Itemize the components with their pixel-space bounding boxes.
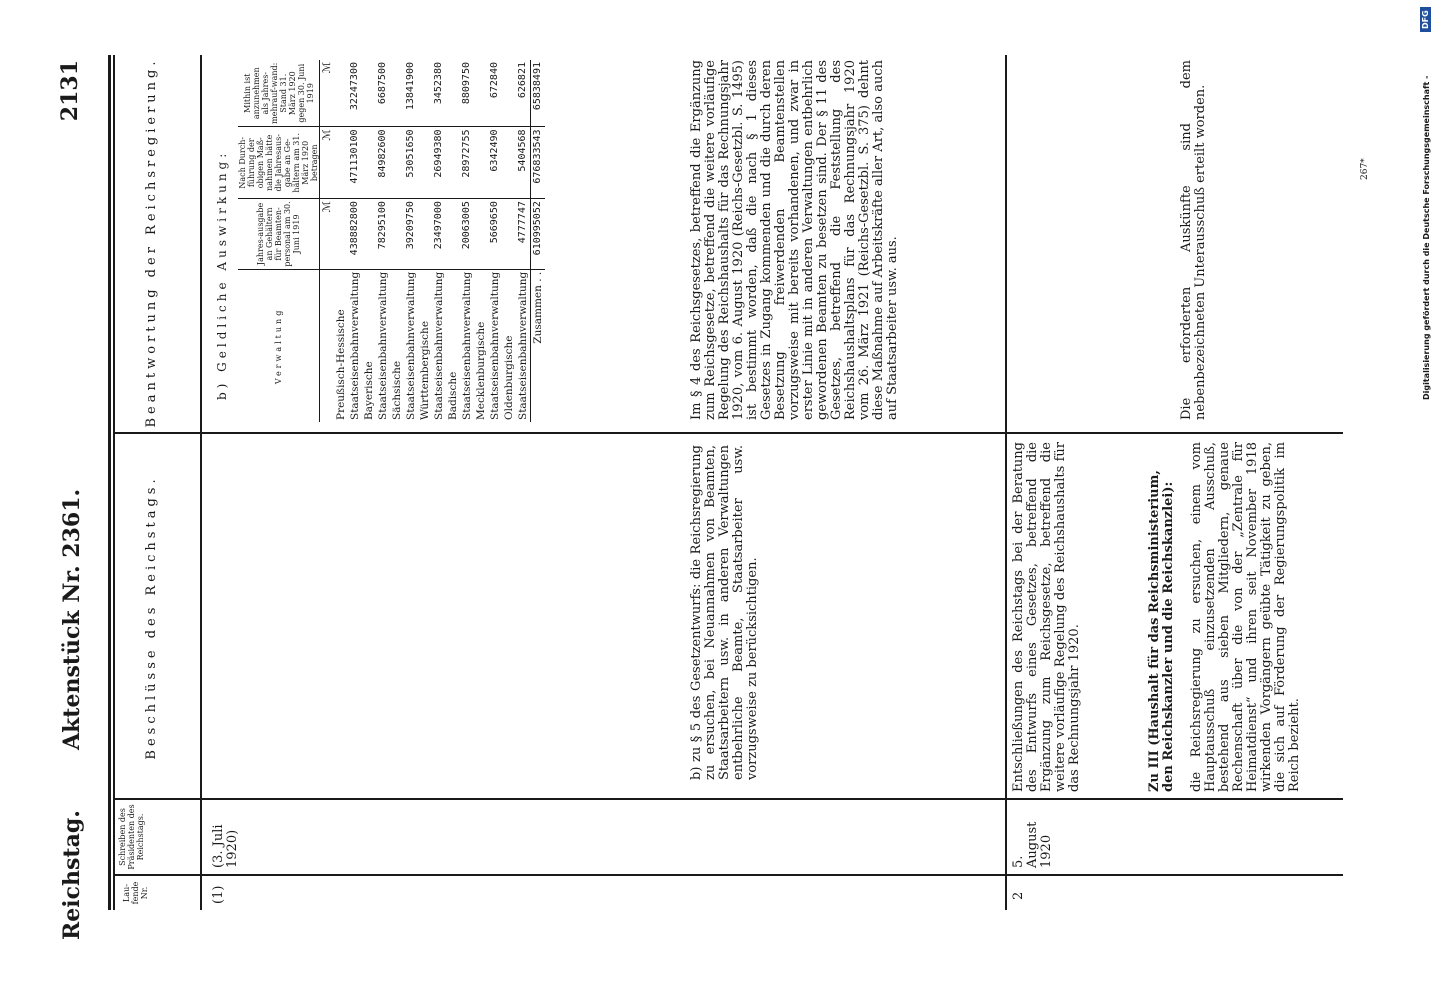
header-left: Reichstag.: [59, 810, 85, 940]
cell-c: 8809750: [446, 60, 474, 127]
unit-0: [320, 269, 335, 422]
unit-1: ℳ: [320, 199, 335, 270]
column-header-rule: [200, 55, 202, 910]
cell-c: 626821: [502, 60, 531, 127]
cell-b: 471130100: [334, 127, 362, 199]
header-rule-2: [113, 55, 115, 910]
row1-antwort: Im § 4 des Reichsgesetzes, betreffend die Ergänzung zum Reichsgesetze, betreffend die weitere vorläufige Regelung des Reichshaushalts für das Rechnungsjahr 1920, vom 6. August 1920 (Reichs-Gesetzbl. S. 1495) ist bestimmt worden, daß die nach § 1 dieses Gesetzes in Zugang kommenden und die durch deren Besetzung freiwerdenden Beamtenstellen vorzugsweise mit bereits vorhandenen, und zwar in erster Linie mit in anderen Verwaltungen entbehrlich gewordenen Beamten zu besetzen sind. Der § 11 des Gesetzes, betreffend die Feststellung des Reichshaushaltsplans für das Rechnungsjahr 1920 vom 26. März 1921 (Reichs-Gesetzbl. S. 375) dehnt diese Maßnahme auf Arbeitskräfte aller Art, also auch auf Staatsarbeiter usw. aus.: [689, 60, 900, 420]
page-number: 2131: [57, 60, 83, 122]
row2-beschluss-body: die Reichsregierung zu ersuchen, einem vom Hauptausschuß einzusetzenden Ausschuß, bestehend aus sieben Mitgliedern, genaue Rechenschaft über die von der „Zentrale für Heimatdienst“ und ihren seit November 1918 wirkenden Vorgängern geübte Tätigkeit zu geben, die sich auf Förderung der Regierungspolitik im Reich bezieht.: [1189, 442, 1302, 792]
table-row: [390, 60, 418, 422]
cell-c: 6687500: [362, 60, 390, 127]
row2-beschluss-intro: Entschließungen des Reichstags bei der Beratung des Entwurfs eines Gesetzes, betreffend die Ergänzung zum Reichsgesetze, betreffend die weitere vorläufige Regelung des Reichshaushalts für das Rechnungsjahr 1920.: [1011, 442, 1082, 792]
total-c: 65838491: [531, 60, 546, 127]
cell-a: 438882800: [334, 199, 362, 270]
table-row: [502, 60, 531, 422]
th-verwaltung: Verwaltung: [238, 269, 320, 422]
total-label: Zusammen . .: [531, 269, 546, 422]
dfg-badge: DFG: [1420, 7, 1431, 32]
table-row: [474, 60, 502, 422]
signature-mark: 267*: [1360, 158, 1370, 180]
cell-b: 53051650: [390, 127, 418, 199]
row-name: Preußisch-Hessische Staatseisenbahnverwaltung: [335, 271, 361, 420]
th-mehraufwand: Mithin ist anzunehmen als Jahres-mehrauf-wand: Stand 31. März 1920 gegen 30. Juni 1919: [238, 60, 320, 127]
cell-a: 39209750: [390, 199, 418, 270]
table-row: [446, 60, 474, 422]
row-name: Bayerische Staatseisenbahnverwaltung: [363, 271, 389, 420]
side-attribution-rotated: [1418, 0, 1434, 1000]
table-row: [362, 60, 390, 422]
col-beantwortung: Beantwortung der Reichsregierung.: [144, 57, 159, 428]
cell-b: 26949380: [418, 127, 446, 199]
header-rule: [108, 55, 111, 910]
total-b: 676833543: [531, 127, 546, 199]
auswirkung-table-wrap: [238, 60, 545, 422]
row2-date: 5. August 1920: [1011, 821, 1054, 868]
cell-c: 672840: [474, 60, 502, 127]
cell-c: 3452380: [418, 60, 446, 127]
side-note: Digitalisierung gefördert durch die Deutsche Forschungsgemeinschaft -: [1422, 75, 1431, 400]
col-beschluesse: Beschlüsse des Reichstags.: [144, 475, 159, 760]
cell-a: 78295100: [362, 199, 390, 270]
th-jahresausgabe: Jahres-ausgabe an Gehältern für Beamten-personal am 30. Juni 1919: [238, 199, 320, 270]
th-nach-durchfuehrung: Nach Durch-führung der obigen Maß-nahmen hätte die Jahresaus-gabe an Ge-hältern am 31. März 1920 betragen: [238, 127, 320, 199]
row-name: Sächsische Staatseisenbahnverwaltung: [391, 271, 417, 420]
side-attribution: [1418, 0, 1434, 1000]
cell-b: 28972755: [446, 127, 474, 199]
col-schreiben: Schreiben des Präsidenten des Reichstags.: [118, 804, 145, 870]
row1-nr: (1): [211, 885, 226, 904]
col-sep-2: [113, 799, 1343, 801]
table-total-row: [531, 60, 546, 422]
row-separator: [1005, 55, 1007, 910]
unit-2: ℳ: [320, 127, 335, 199]
cell-a: 23497000: [418, 199, 446, 270]
cell-c: 32247300: [334, 60, 362, 127]
row2-beschluss-heading: Zu III (Haushalt für das Reichsministerium, den Reichskanzler und die Reichskanzlei):: [1147, 470, 1176, 792]
auswirkung-table: [238, 60, 545, 422]
col-lfd-nr: Lau-fende Nr.: [122, 881, 149, 905]
cell-a: 4777747: [502, 199, 531, 270]
row2-antwort: Die erforderten Auskünfte sind dem nebenbezeichneten Unterausschuß erteilt worden.: [1179, 60, 1208, 420]
row1-date: (3. Juli 1920): [211, 824, 240, 868]
row-name: Mecklenburgische Staatseisenbahnverwaltung: [475, 271, 501, 420]
col-sep-1: [113, 875, 1343, 877]
row-name: Württembergische Staatseisenbahnverwaltung: [419, 271, 445, 420]
unit-3: ℳ: [320, 60, 335, 127]
table-row: [334, 60, 362, 422]
header-center: Aktenstück Nr. 2361.: [59, 488, 85, 750]
row2-nr: 2: [1011, 891, 1026, 900]
cell-a: 5669650: [474, 199, 502, 270]
cell-b: 84982600: [362, 127, 390, 199]
cell-c: 13841900: [390, 60, 418, 127]
table-row: [418, 60, 446, 422]
cell-a: 20063005: [446, 199, 474, 270]
total-a: 610995052: [531, 199, 546, 270]
row-name: Badische Staatseisenbahnverwaltung: [447, 271, 473, 420]
auswirkung-title: b) Geldliche Auswirkung:: [215, 149, 229, 400]
row-name: Oldenburgische Staatseisenbahnverwaltung: [503, 271, 529, 420]
cell-b: 6342490: [474, 127, 502, 199]
row1-beschluss: b) zu § 5 des Gesetzentwurfs: die Reichsregierung zu ersuchen, bei Neuannahmen von Beamten, Staatsarbeitern usw. in anderen Verwaltungen entbehrliche Beamte, Staatsarbeiter usw. vorzugsweise zu berücksichtigen.: [689, 445, 760, 780]
cell-b: 5404568: [502, 127, 531, 199]
col-sep-3: [113, 433, 1343, 435]
